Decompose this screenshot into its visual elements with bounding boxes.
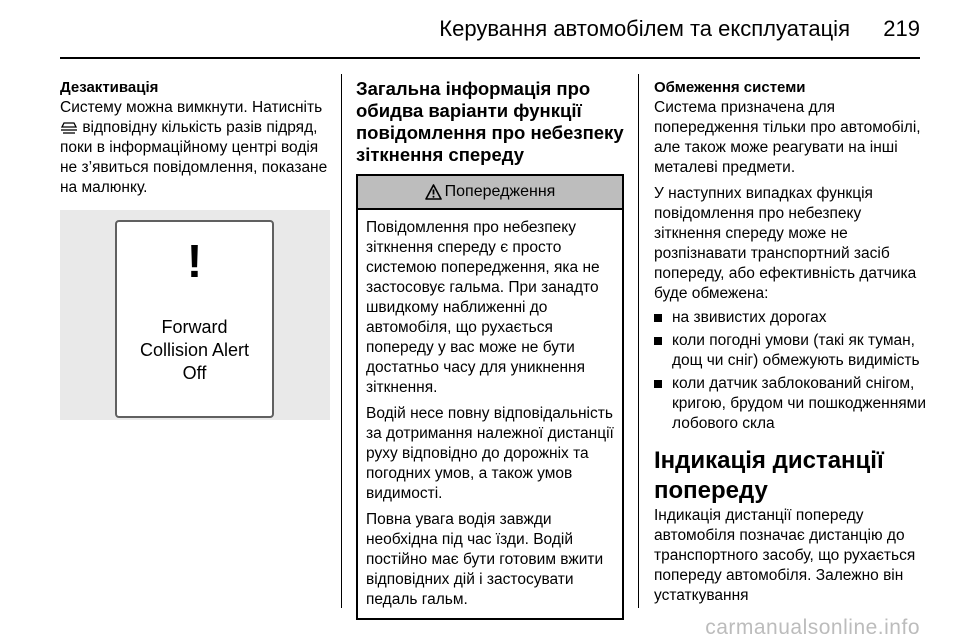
display-line-3: Off <box>182 363 207 383</box>
list-item: коли датчик заблокований снігом, кригою, брудом чи пошкодженнями лобового скла <box>654 374 929 434</box>
page-title: Керування автомобілем та експлуатація <box>439 16 850 41</box>
list-item: коли погодні умови (такі як туман, дощ чи сніг) обмежують видимість <box>654 331 929 371</box>
section-heading-distance: Індикація дистанції попереду <box>654 447 884 504</box>
alert-exclamation-icon: ! <box>186 235 203 287</box>
limitations-list <box>654 308 929 434</box>
column-limitations <box>654 78 929 606</box>
watermark-text: carmanualsonline.info <box>705 616 920 639</box>
page-header <box>0 0 960 58</box>
column-divider-1 <box>341 74 342 608</box>
warning-title: Попередження <box>444 183 556 200</box>
warning-paragraph-2: Водій несе повну відповідальність за дотримання належної дистанції руху відповідно до дорожніх та погодних умов, а також умов видимості. <box>366 405 614 502</box>
page-number: 219 <box>883 16 920 41</box>
display-line-2: Collision Alert <box>139 340 250 360</box>
warning-triangle-icon <box>425 184 442 200</box>
section-heading-limitations: Обмеження системи <box>654 79 806 96</box>
deactivation-text-1: Систему можна вимкнути. Натисніть <box>60 99 323 116</box>
header-divider <box>60 57 920 59</box>
warning-box <box>356 174 624 620</box>
info-display-screen <box>115 220 274 418</box>
column-deactivation <box>60 78 330 420</box>
warning-paragraph-1: Повідомлення про небезпеку зіткнення спереду є просто системою попередження, яка не застосовує гальма. При занадто швидкому наближенні до автомобіля, що рухається попереду у вас може не бути достатньо часу для уникнення зіткнення. <box>366 219 600 396</box>
section-heading-deactivation: Дезактивація <box>60 79 159 96</box>
distance-paragraph: Індикація дистанції попереду автомобіля позначає дистанцію до транспортного засобу, що рухається попереду автомобіля. Залежно він устаткування <box>654 507 916 604</box>
warning-box-body <box>358 210 622 618</box>
bullet-square-icon <box>654 337 662 345</box>
limitations-paragraph-2: У наступних випадках функція повідомлення про небезпеку зіткнення спереду може не розпізнавати транспортний засіб попереду, або ефективність датчика буде обмежена: <box>654 185 917 302</box>
display-line-1: Forward <box>161 317 228 337</box>
section-heading-general: Загальна інформація про обидва варіанти функції повідомлення про небезпеку зіткнення спереду <box>356 78 624 165</box>
list-item: на звивистих дорогах <box>654 308 929 328</box>
bullet-square-icon <box>654 380 662 388</box>
column-divider-2 <box>638 74 639 608</box>
warning-paragraph-3: Повна увага водія завжди необхідна під час їзди. Водій постійно має бути готовим вжити відповідних дій і застосувати педаль гальм. <box>366 511 604 608</box>
column-general-info <box>356 78 626 620</box>
limitations-paragraph-1: Система призначена для попередження тільки про автомобілі, але також може реагувати на інші металеві предмети. <box>654 99 921 176</box>
bullet-square-icon <box>654 314 662 322</box>
vehicle-distance-icon <box>60 121 78 135</box>
deactivation-paragraph <box>60 98 330 198</box>
display-figure <box>60 210 330 420</box>
warning-box-header <box>358 176 622 210</box>
deactivation-text-2: відповідну кількість разів підряд, поки в інформаційному центрі водія не з’явиться повідомлення, показане на малюнку. <box>60 119 328 196</box>
